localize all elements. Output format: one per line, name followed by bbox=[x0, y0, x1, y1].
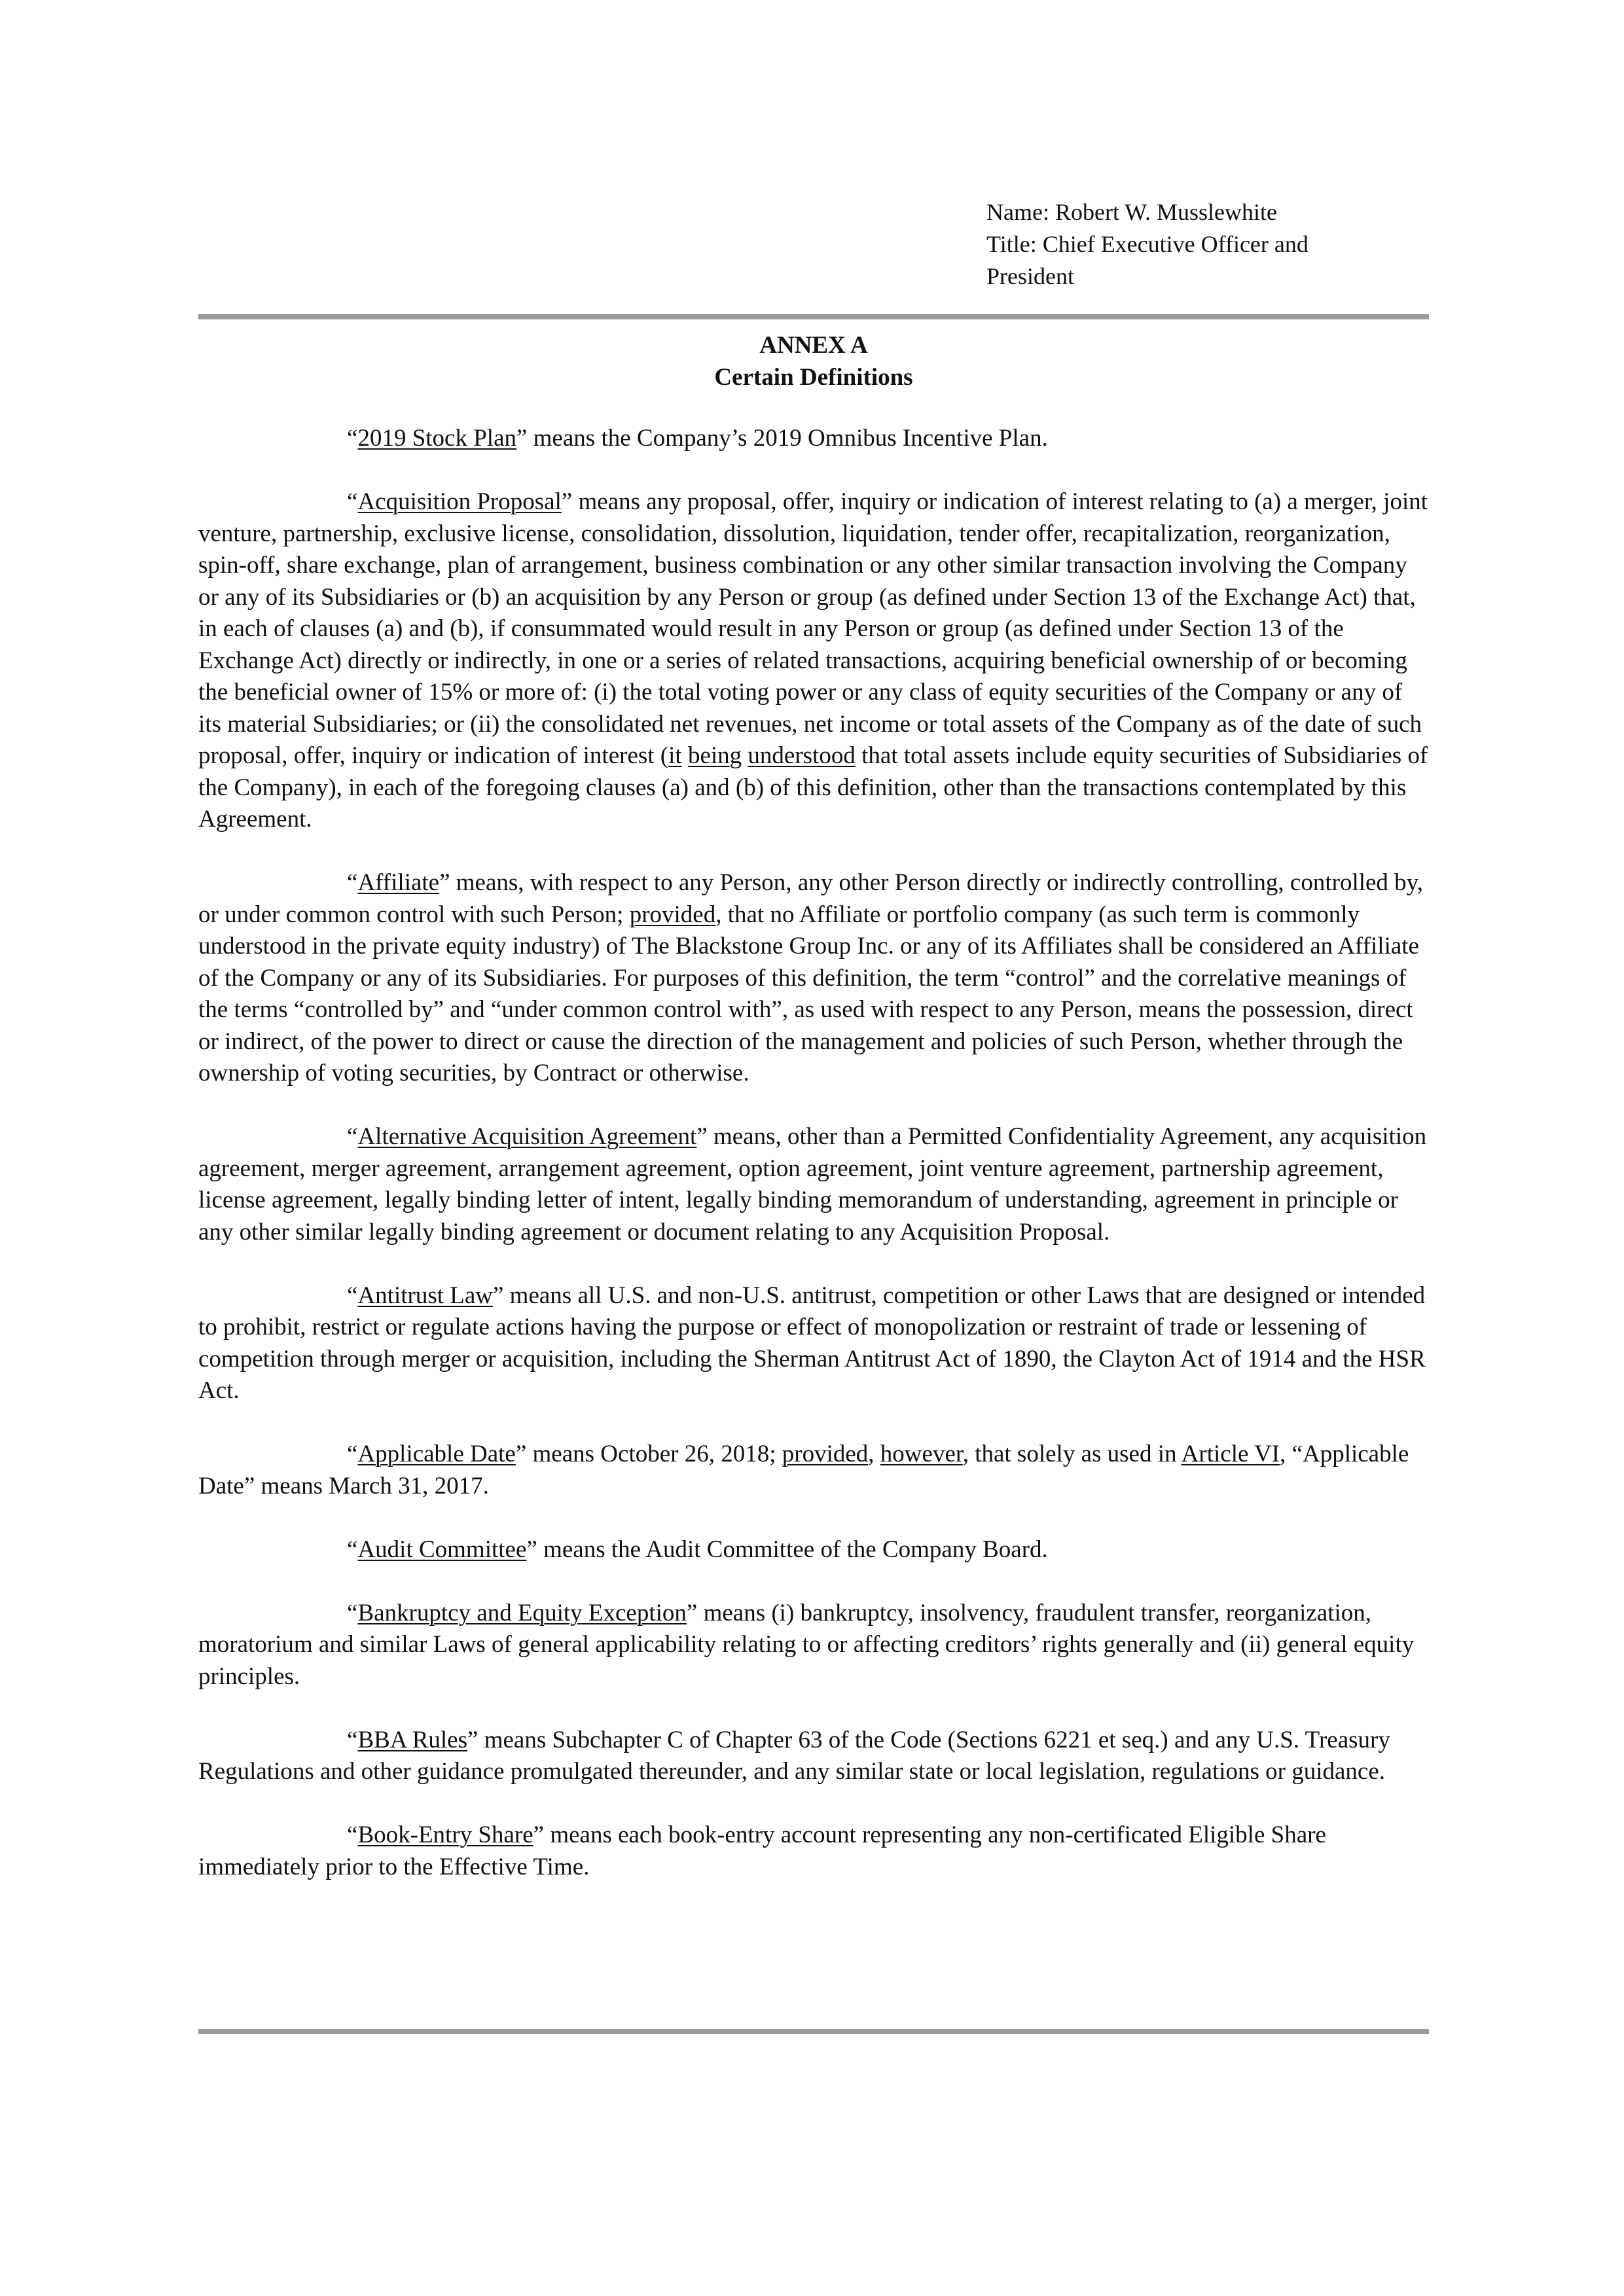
definition-text: that total assets include equity securities of Subsidiaries of the Company), in each of the foregoing clauses (a) and (b) of this definition, other than the transactions contemplated by this Agreement. bbox=[198, 742, 1428, 833]
definition-text: ” means all U.S. and non-U.S. antitrust, competition or other Laws that are designed or intended to prohibit, restrict or regulate actions having the purpose or effect of monopolization or restraint of trade or lessening of competition through merger or acquisition, including the Sherman Antitrust Act of 1890, the Clayton Act of 1914 and the HSR Act. bbox=[198, 1282, 1426, 1404]
open-quote: “ bbox=[347, 1535, 358, 1563]
underlined-word: being bbox=[687, 742, 742, 769]
separator: , bbox=[868, 1441, 880, 1467]
top-divider bbox=[198, 314, 1429, 319]
definition-paragraph bbox=[198, 1280, 1429, 1407]
definition-paragraph bbox=[198, 1121, 1429, 1248]
defined-term: Audit Committee bbox=[357, 1535, 527, 1563]
definition-text: ” means the Company’s 2019 Omnibus Incentive Plan. bbox=[516, 425, 1048, 452]
cross-reference: Article VI bbox=[1181, 1441, 1280, 1467]
definition-text: ” means any proposal, offer, inquiry or indication of interest relating to (a) a merger, joint venture, partnership, exclusive license, consolidation, dissolution, liquidation, tender offer, recapitalization, reorganization, spin-off, share exchange, plan of arrangement, business combination or any other similar transaction involving the Company or any of its Subsidiaries or (b) an acquisition by any Person or group (as defined under Section 13 of the Exchange Act) that, in each of clauses (a) and (b), if consummated would result in any Person or group (as defined under Section 13 of the Exchange Act) directly or indirectly, in one or a series of related transactions, acquiring beneficial ownership of or becoming the beneficial owner of 15% or more of: (i) the total voting power or any class of equity securities of the Company or any of its material Subsidiaries; or (ii) the consolidated net revenues, net income or total assets of the Company as of the date of such proposal, offer, inquiry or indication of interest ( bbox=[198, 488, 1428, 769]
open-quote: “ bbox=[347, 1821, 358, 1848]
open-quote: “ bbox=[347, 1123, 358, 1150]
signature-block bbox=[986, 196, 1484, 293]
definition-paragraph bbox=[198, 867, 1429, 1090]
open-quote: “ bbox=[347, 1599, 358, 1626]
defined-term: Antitrust Law bbox=[357, 1282, 493, 1309]
defined-term: Bankruptcy and Equity Exception bbox=[357, 1599, 687, 1626]
definition-text: ” means each book-entry account representing any non-certificated Eligible Share immediately prior to the Effective Time. bbox=[198, 1821, 1326, 1880]
space bbox=[682, 742, 688, 769]
definitions-section bbox=[198, 423, 1429, 1915]
underlined-word: however bbox=[880, 1441, 963, 1467]
definition-text: , “Applicable Date” means March 31, 2017. bbox=[198, 1441, 1409, 1499]
space bbox=[742, 742, 748, 769]
definition-text: ” means Subchapter C of Chapter 63 of the Code (Sections 6221 et seq.) and any U.S. Treasury Regulations and other guidance promulgated thereunder, and any similar state or local legislation, regulations or guidance. bbox=[198, 1726, 1390, 1785]
definition-paragraph bbox=[198, 423, 1429, 455]
definition-text: , that no Affiliate or portfolio company (as such term is commonly understood in the private equity industry) of The Blackstone Group Inc. or any of its Affiliates shall be considered an Affiliate of the Company or any of its Subsidiaries. For purposes of this definition, the term “control” and the correlative meanings of the terms “controlled by” and “under common control with”, as used with respect to any Person, means the possession, direct or indirect, of the power to direct or cause the direction of the management and policies of such Person, whether through the ownership of voting securities, by Contract or otherwise. bbox=[198, 901, 1419, 1086]
annex-subtitle: Certain Definitions bbox=[714, 364, 913, 391]
defined-term: BBA Rules bbox=[357, 1726, 468, 1753]
annex-title: ANNEX A bbox=[759, 332, 868, 359]
open-quote: “ bbox=[347, 425, 358, 452]
underlined-word: provided bbox=[782, 1441, 869, 1467]
defined-term: 2019 Stock Plan bbox=[357, 425, 516, 452]
defined-term: Affiliate bbox=[357, 869, 440, 896]
definition-paragraph bbox=[198, 1439, 1429, 1502]
signatory-name: Name: Robert W. Musslewhite bbox=[986, 199, 1277, 225]
definition-text: ” means the Audit Committee of the Company Board. bbox=[526, 1535, 1048, 1563]
open-quote: “ bbox=[347, 1282, 358, 1309]
definition-text: ” means (i) bankruptcy, insolvency, fraudulent transfer, reorganization, moratorium and similar Laws of general applicability relating to or affecting creditors’ rights generally and (ii) general equity principles. bbox=[198, 1599, 1415, 1690]
open-quote: “ bbox=[347, 1441, 358, 1467]
annex-heading bbox=[198, 329, 1429, 393]
underlined-word: understood bbox=[748, 742, 856, 769]
defined-term: Applicable Date bbox=[357, 1441, 516, 1467]
defined-term: Book-Entry Share bbox=[357, 1821, 533, 1848]
definition-text: ” means October 26, 2018; bbox=[515, 1441, 782, 1467]
open-quote: “ bbox=[347, 869, 358, 896]
definition-paragraph bbox=[198, 1598, 1429, 1693]
definition-text: ” means, other than a Permitted Confidentiality Agreement, any acquisition agreement, merger agreement, arrangement agreement, option agreement, joint venture agreement, partnership agreement, license agreement, legally binding letter of intent, legally binding memorandum of understanding, agreement in principle or any other similar legally binding agreement or document relating to any Acquisition Proposal. bbox=[198, 1123, 1427, 1246]
definition-paragraph bbox=[198, 486, 1429, 836]
bottom-divider bbox=[198, 2029, 1429, 2034]
definition-paragraph bbox=[198, 1534, 1429, 1566]
definition-text: ” means, with respect to any Person, any other Person directly or indirectly controlling, controlled by, or under common control with such Person; bbox=[198, 869, 1424, 928]
signatory-title-continued: President bbox=[986, 263, 1074, 289]
open-quote: “ bbox=[347, 1726, 358, 1753]
definition-paragraph bbox=[198, 1820, 1429, 1883]
underlined-word: it bbox=[668, 742, 682, 769]
defined-term: Alternative Acquisition Agreement bbox=[357, 1123, 697, 1150]
signatory-title: Title: Chief Executive Officer and bbox=[986, 231, 1308, 257]
open-quote: “ bbox=[347, 488, 358, 515]
definition-text: , that solely as used in bbox=[962, 1441, 1182, 1467]
defined-term: Acquisition Proposal bbox=[357, 488, 562, 515]
definition-paragraph bbox=[198, 1725, 1429, 1788]
underlined-word: provided bbox=[629, 901, 716, 928]
